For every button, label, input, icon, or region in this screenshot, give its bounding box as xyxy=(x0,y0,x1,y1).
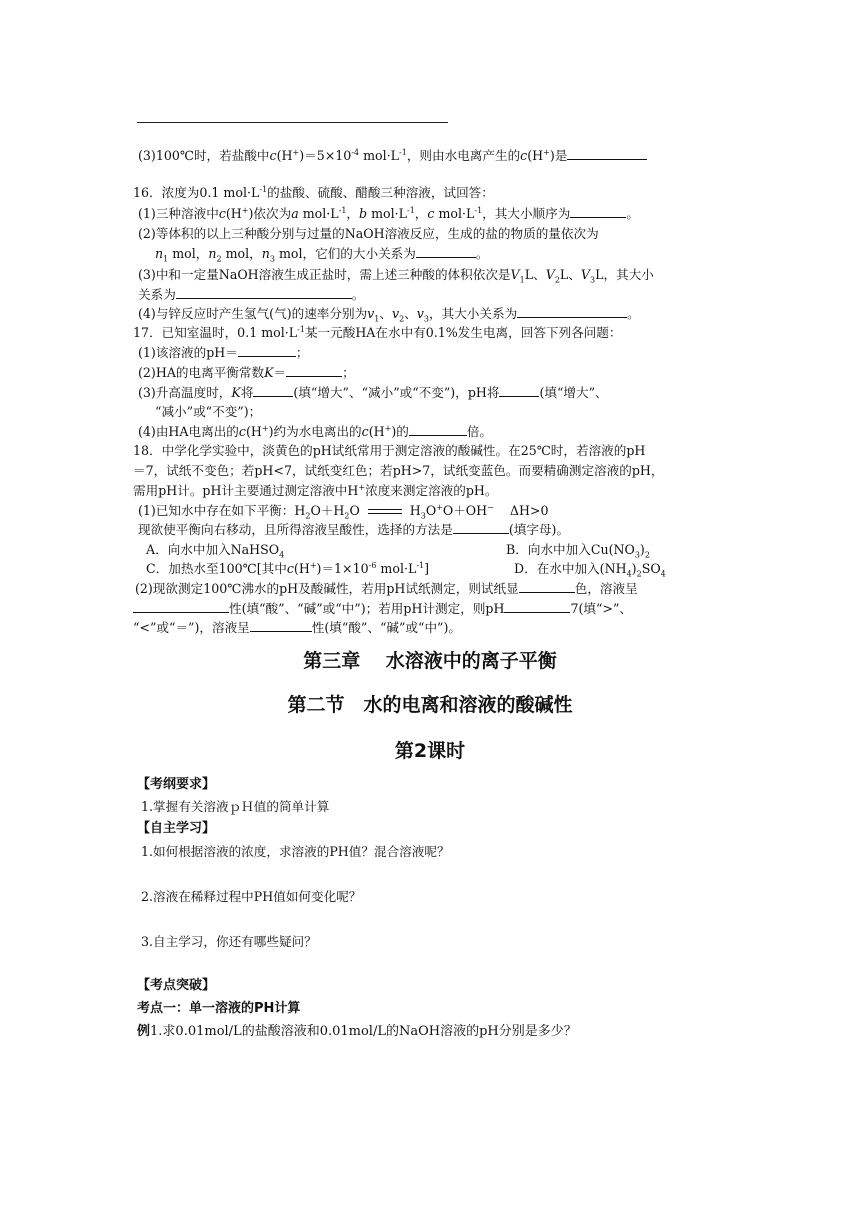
q18-line2: ＝7，试纸不变色；若pH<7，试纸变红色；若pH>7，试纸变蓝色。而要精确测定溶液的pH， xyxy=(133,463,664,478)
chapter-title: 第三章 水溶液中的离子平衡 xyxy=(303,650,557,672)
exam-requirement-1: 1.掌握有关溶液ｐＨ值的简单计算 xyxy=(141,799,330,814)
q18-part2-line3: “<”或“＝”)，溶液呈 性(填“酸”、“碱”或“中”)。 xyxy=(133,620,461,635)
q18-option-d: D．在水中加入$(NH_4)_2SO_4$ xyxy=(514,561,666,579)
self-study-title: 【自主学习】 xyxy=(137,821,216,836)
q18-line3: 需用pH计。pH计主要通过测定溶液中H+浓度来测定溶液的pH。 xyxy=(133,482,498,498)
q16-part2-line2: $n_1$ mol，$n_2$ mol，$n_3$ mol，它们的大小关系为 。 xyxy=(155,246,489,264)
answer-blank[interactable] xyxy=(250,619,312,632)
q18-option-b: B．向水中加入$Cu(NO_3)_2$ xyxy=(506,542,650,560)
q16-part4: (4)与锌反应时产生氢气(气)的速率分别为$v_1$、$v_2$、$v_3$，其大小关系为 。 xyxy=(138,306,640,324)
answer-blank[interactable] xyxy=(238,344,296,357)
q16-part3-line2: 关系为 。 xyxy=(138,287,365,302)
answer-blank[interactable] xyxy=(567,147,647,160)
q18-part2-line2: 性(填“酸”、“碱”或“中”)；若用pH计测定，则pH 7(填“>”、 xyxy=(133,600,632,617)
q15-part3: (3)100℃时，若盐酸中$c(H^+)=5\times 10^{-4}$ $mol\cdot L^{-1}$，则由水电离产生的c(H+)是 xyxy=(138,147,647,164)
answer-blank[interactable] xyxy=(570,205,626,218)
answer-blank[interactable] xyxy=(504,600,570,613)
q16-part1: (1)三种溶液中c(H+)依次为a $mol\cdot L^{-1}$，b $mol\cdot L^{-1}$，c $mol\cdot L^{-1}$，其大小顺序为 。 xyxy=(138,205,639,221)
example-1: 例1.求0.01mol/L的盐酸溶液和0.01mol/L的NaOH溶液的pH分别是多少？ xyxy=(137,1024,577,1039)
q18-part2-line1: (2)现欲测定100℃沸水的pH及酸碱性，若用pH试纸测定，则试纸显 色，溶液呈 xyxy=(135,581,638,596)
section-title: 第二节 水的电离和溶液的酸碱性 xyxy=(287,694,573,716)
q18-line1: 18．中学化学实验中，淡黄色的pH试纸常用于测定溶液的酸碱性。在25℃时，若溶液的pH xyxy=(133,443,646,458)
q17-part4: (4)由HA电离出的c(H+)约为水电离出的c(H+)的 倍。 xyxy=(138,423,493,439)
answer-blank[interactable] xyxy=(409,423,467,436)
answer-blank[interactable] xyxy=(517,305,627,318)
equilibrium-arrow-icon xyxy=(368,507,402,517)
q16-stem: 16．浓度为0.1 $mol\cdot L^{-1}$的盐酸、硫酸、醋酸三种溶液，试回答： xyxy=(133,184,494,200)
q18-option-a: A．向水中加入NaHSO$_4$ xyxy=(146,542,285,560)
key-points-title: 【考点突破】 xyxy=(137,978,216,993)
q18-part1: (1)已知水中存在如下平衡：$H_2O+H_2O$ $H_3O^+O+OH^-$ ΔH>0 xyxy=(138,502,549,521)
q17-part1: (1)该溶液的pH＝ ； xyxy=(138,345,309,360)
answer-blank[interactable] xyxy=(133,600,229,613)
self-study-1: 1.如何根据溶液的浓度，求溶液的PH值？混合溶液呢？ xyxy=(141,844,450,859)
q17-part2: (2)HA的电离平衡常数K＝ ； xyxy=(138,365,355,380)
answer-blank[interactable] xyxy=(253,384,293,397)
answer-blank[interactable] xyxy=(519,580,575,593)
lesson-title: 第2课时 xyxy=(394,740,466,762)
q16-part2-line1: (2)等体积的以上三种酸分别与过量的NaOH溶液反应，生成的盐的物质的量依次为 xyxy=(138,226,599,241)
q17-stem: 17．已知室温时，0.1 $mol\cdot L^{-1}$某一元酸HA在水中有0.1%发生电离，回答下列各问题： xyxy=(133,324,622,340)
key-point-1-title: 考点一：单一溶液的PH计算 xyxy=(137,1001,301,1016)
top-rule xyxy=(137,122,448,123)
q18-choose: 现欲使平衡向右移动，且所得溶液呈酸性，选择的方法是 (填字母)。 xyxy=(138,522,570,537)
exam-requirements-title: 【考纲要求】 xyxy=(137,777,216,792)
q16-part3-line1: (3)中和一定量NaOH溶液生成正盐时，需上述三种酸的体积依次是$V_1L$、$V_2L$、$V_3L$，其大小 xyxy=(138,267,654,285)
q17-part3-line1: (3)升高温度时，K将 (填“增大”、“减小”或“不变”)，pH将 (填“增大”、 xyxy=(138,385,608,400)
q17-part3-line2: “减小”或“不变”)； xyxy=(155,404,262,419)
answer-blank[interactable] xyxy=(176,286,352,299)
self-study-2: 2.溶液在稀释过程中PH值如何变化呢？ xyxy=(141,889,362,904)
answer-blank[interactable] xyxy=(453,521,509,534)
answer-blank[interactable] xyxy=(499,384,539,397)
q18-option-c: C．加热水至100℃[其中$c(H^+)=1\times 10^{-6}$ $mol\cdot L^{-1}$] xyxy=(146,560,430,576)
answer-blank[interactable] xyxy=(286,364,342,377)
answer-blank[interactable] xyxy=(416,245,476,258)
self-study-3: 3.自主学习，你还有哪些疑问？ xyxy=(141,934,317,949)
